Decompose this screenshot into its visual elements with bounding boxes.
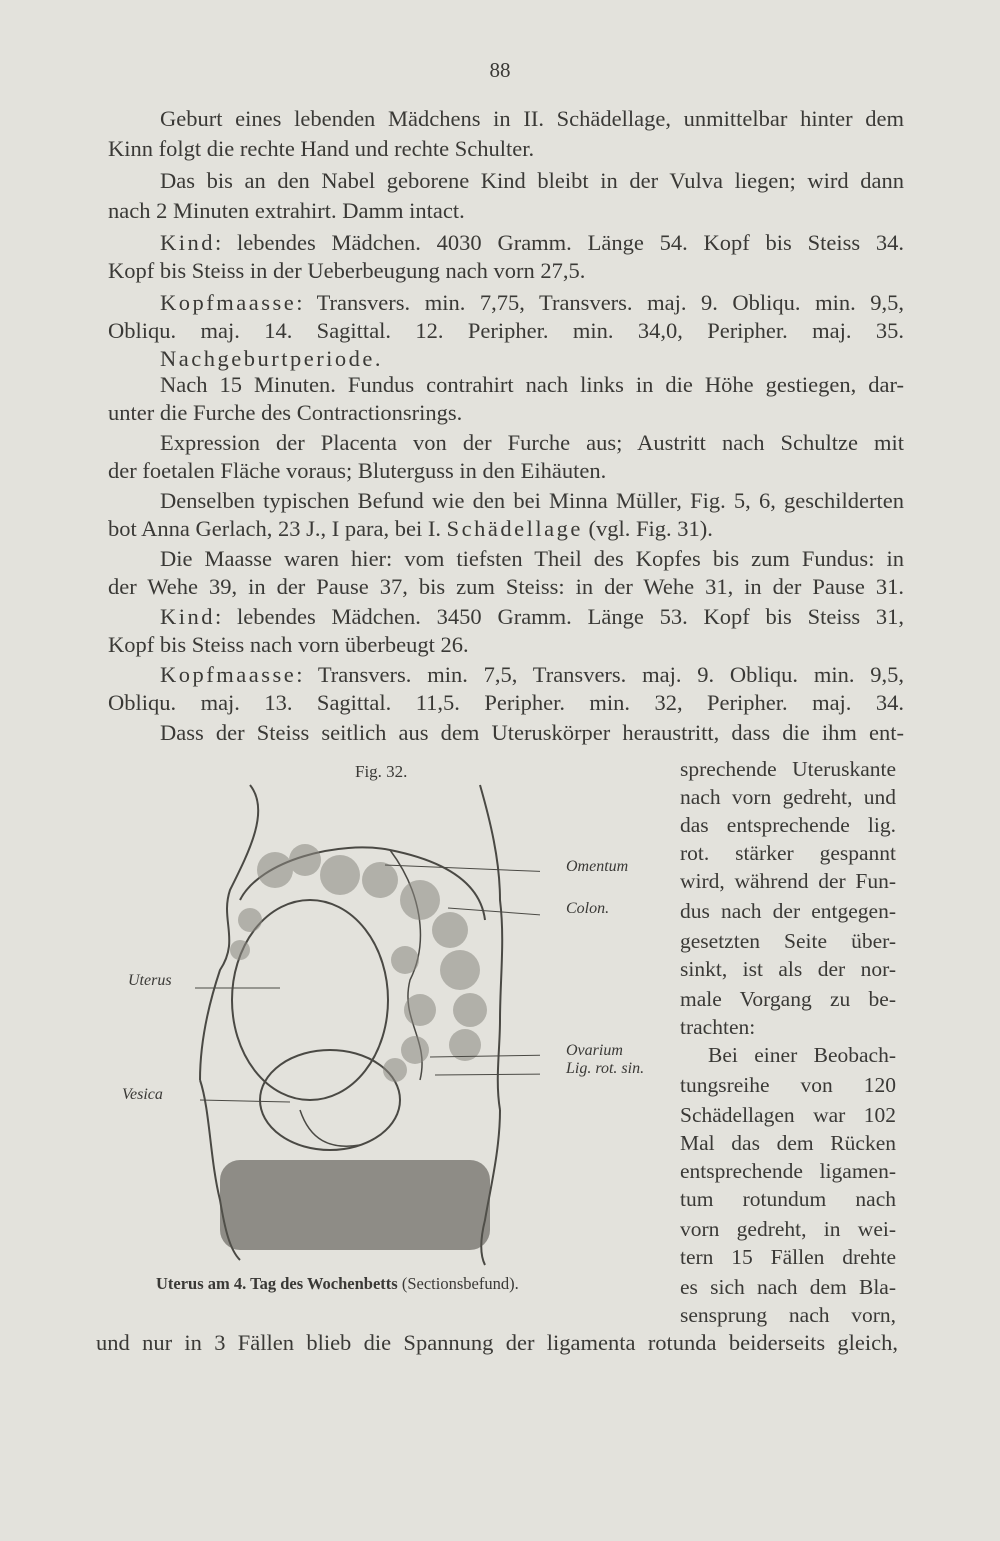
side-text-line: dus nach der entgegen- — [680, 899, 896, 923]
text-line: der foetalen Fläche voraus; Bluterguss in den Eihäuten. — [108, 458, 607, 483]
side-text-line: male Vorgang zu be- — [680, 987, 896, 1011]
text-line: der Wehe 39, in der Pause 37, bis zum Steiss: in der Wehe 31, in der Pause 31. — [108, 574, 904, 599]
side-text-line: gesetzten Seite über- — [680, 929, 896, 953]
text-line: Kind: lebendes Mädchen. 3450 Gramm. Länge 53. Kopf bis Steiss 31, — [160, 604, 904, 629]
side-text-line: sensprung nach vorn, — [680, 1303, 896, 1327]
text-line: bot Anna Gerlach, 23 J., I para, bei I. Schädellage (vgl. Fig. 31). — [108, 516, 713, 541]
caption-title: Uterus am 4. Tag des Wochenbetts — [156, 1274, 398, 1293]
label-colon: Colon. — [566, 900, 610, 917]
side-text-line: nach vorn gedreht, und — [680, 785, 896, 809]
text-line: Das bis an den Nabel geborene Kind bleibt in der Vulva liegen; wird dann — [160, 168, 904, 193]
side-text-line: sprechende Uteruskante — [680, 757, 896, 781]
text-line: unter die Furche des Contractionsrings. — [108, 400, 463, 425]
side-text-line: es sich nach dem Bla- — [680, 1275, 896, 1299]
side-text-line: Mal das dem Rücken — [680, 1131, 896, 1155]
text-line: Kinn folgt die rechte Hand und rechte Schulter. — [108, 136, 535, 161]
label-omentum: Omentum — [566, 858, 629, 875]
side-text-line: vorn gedreht, in wei- — [680, 1217, 896, 1241]
text-line: und nur in 3 Fällen blieb die Spannung der ligamenta rotunda beiderseits gleich, — [96, 1330, 898, 1355]
text-line: Kopf bis Steiss nach vorn überbeugt 26. — [108, 632, 469, 657]
side-text-line: tungsreihe von 120 — [680, 1073, 896, 1097]
side-text-line: tern 15 Fällen drehte — [680, 1245, 896, 1269]
text-line: Obliqu. maj. 13. Sagittal. 11,5. Peripher. min. 32, Peripher. maj. 34. — [108, 690, 904, 715]
uterus-illustration — [180, 780, 540, 1270]
text-line: Dass der Steiss seitlich aus dem Uteruskörper heraustritt, dass die ihm ent- — [160, 720, 904, 745]
label-vesica: Vesica — [122, 1086, 163, 1103]
side-text-line: Schädellagen war 102 — [680, 1103, 896, 1127]
text-line: nach 2 Minuten extrahirt. Damm intact. — [108, 198, 465, 223]
page-number: 88 — [489, 58, 511, 82]
section-heading: Nachgeburtperiode. — [160, 346, 384, 371]
side-text-line: das entsprechende lig. — [680, 813, 896, 837]
text-line: Expression der Placenta von der Furche aus; Austritt nach Schultze mit — [160, 430, 904, 455]
figure-caption — [156, 1274, 519, 1294]
text-line: Denselben typischen Befund wie den bei Minna Müller, Fig. 5, 6, geschilderten — [160, 488, 904, 513]
side-text-line: sinkt, ist als der nor- — [680, 957, 896, 981]
label-uterus: Uterus — [128, 972, 172, 989]
text-line: Obliqu. maj. 14. Sagittal. 12. Peripher. min. 34,0, Peripher. maj. 35. — [108, 318, 904, 343]
side-text-line: Bei einer Beobach- — [708, 1043, 896, 1067]
text-line: Kind: lebendes Mädchen. 4030 Gramm. Länge 54. Kopf bis Steiss 34. — [160, 230, 904, 255]
text-line: Kopfmaasse: Transvers. min. 7,5, Transvers. maj. 9. Obliqu. min. 9,5, — [160, 662, 904, 687]
text-line: Geburt eines lebenden Mädchens in II. Schädellage, unmittelbar hinter dem — [160, 106, 904, 131]
side-text-line: wird, während der Fun- — [680, 869, 896, 893]
text-line: Kopfmaasse: Transvers. min. 7,75, Transvers. maj. 9. Obliqu. min. 9,5, — [160, 290, 904, 315]
side-text-line: tum rotundum nach — [680, 1187, 896, 1211]
side-text-line: rot. stärker gespannt — [680, 841, 896, 865]
label-lig-rot-sin: Lig. rot. sin. — [566, 1060, 645, 1077]
side-text-line: entsprechende ligamen- — [680, 1159, 896, 1183]
text-line: Die Maasse waren hier: vom tiefsten Theil des Kopfes bis zum Fundus: in — [160, 546, 904, 571]
caption-note: (Sectionsbefund). — [401, 1274, 519, 1293]
text-line: Kopf bis Steiss in der Ueberbeugung nach vorn 27,5. — [108, 258, 586, 283]
text-line: Nach 15 Minuten. Fundus contrahirt nach links in die Höhe gestiegen, dar- — [160, 372, 904, 397]
label-ovarium: Ovarium — [566, 1042, 623, 1059]
figure-number: Fig. 32. — [355, 762, 408, 781]
side-text-line: trachten: — [680, 1015, 756, 1039]
